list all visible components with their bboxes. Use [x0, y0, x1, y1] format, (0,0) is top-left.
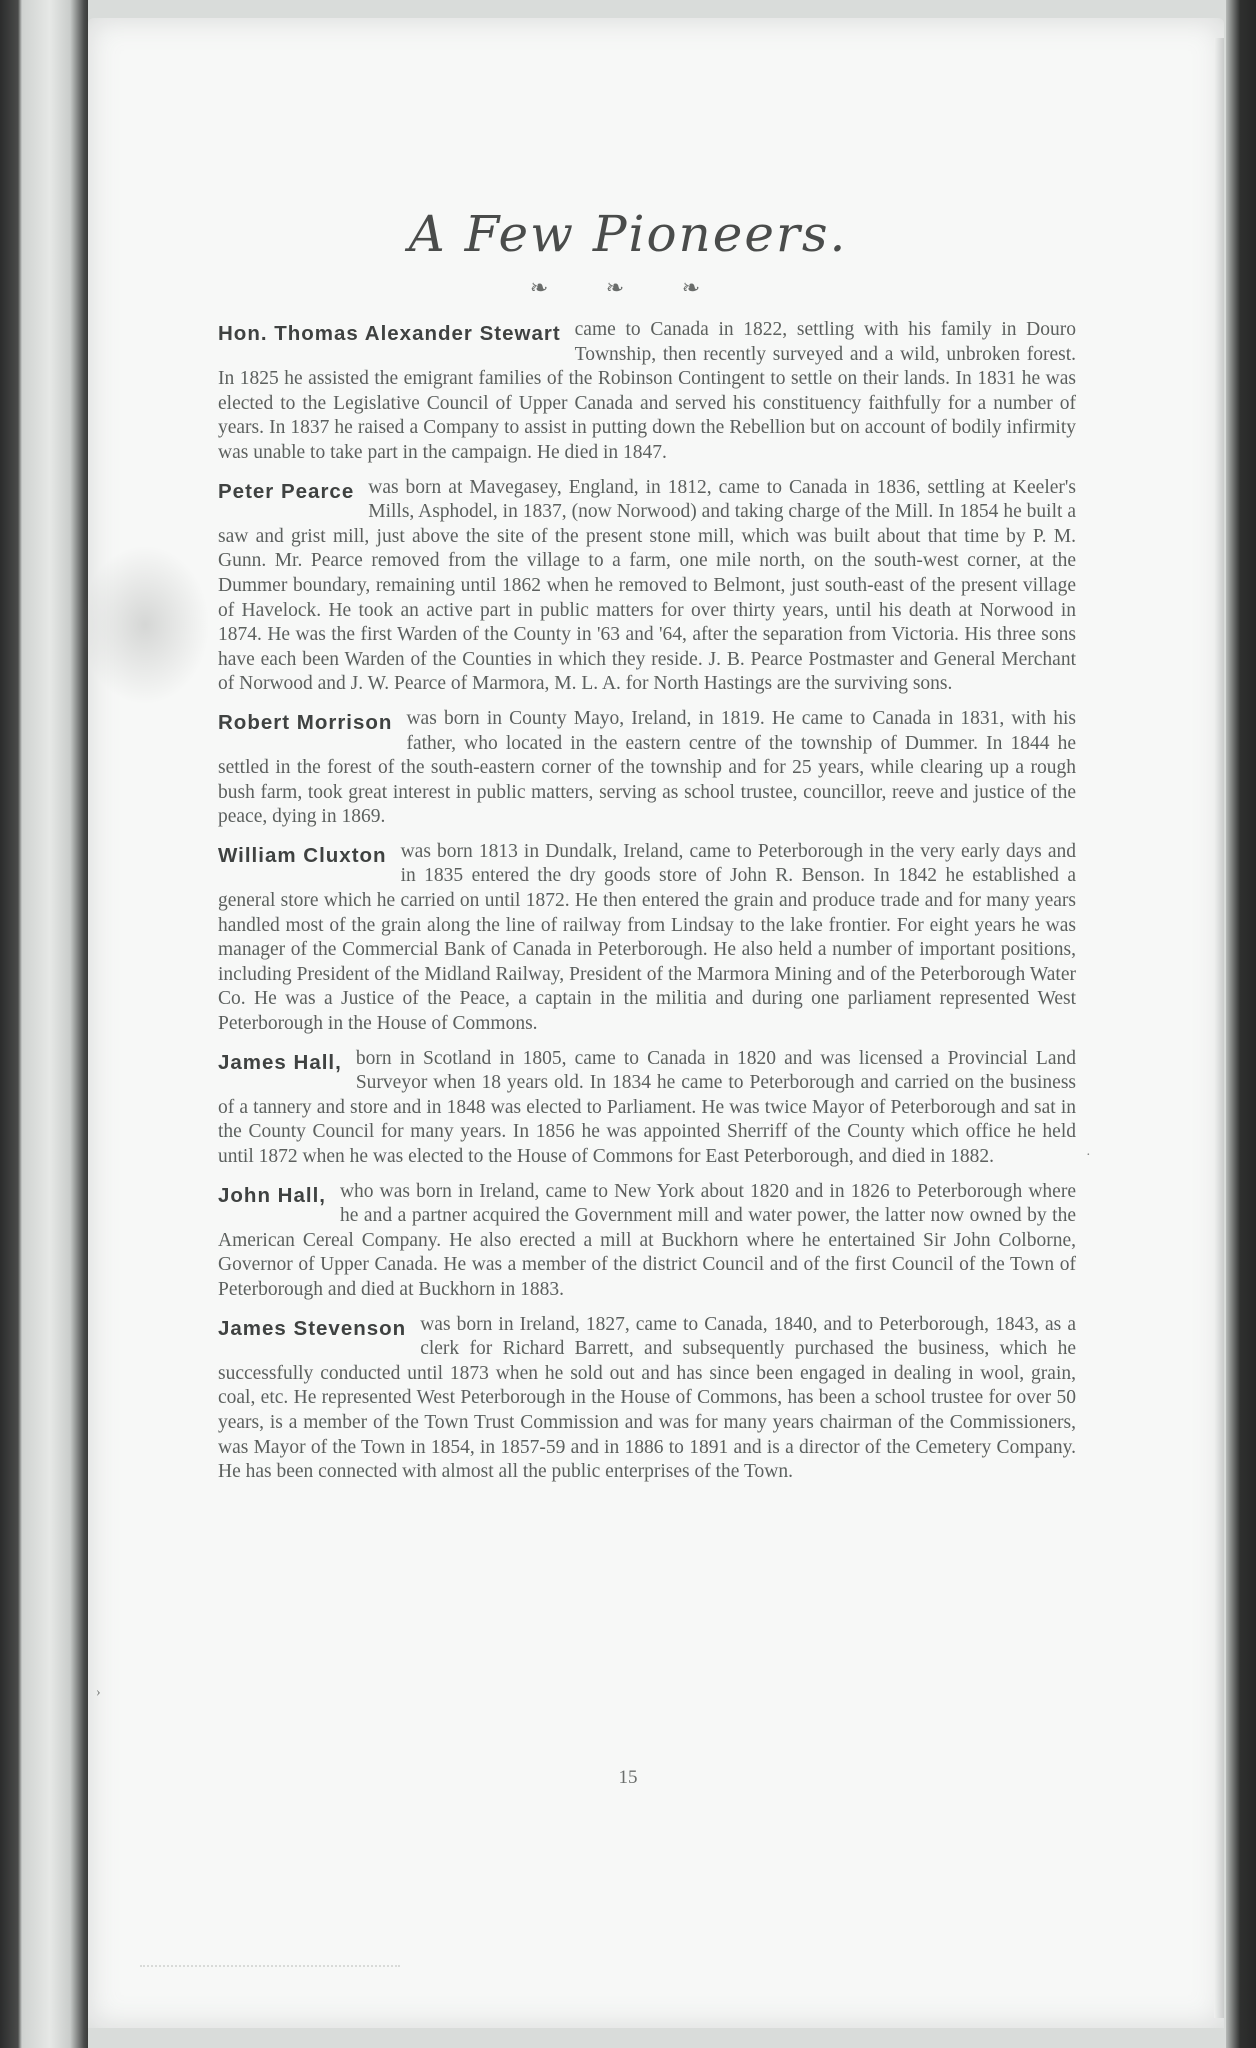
pioneer-name: Hon. Thomas Alexander Stewart	[218, 322, 561, 345]
biography-text: who was born in Ireland, came to New York about 1820 and in 1826 to Peterborough where he and a partner acquired the Government mill and water power, the latter now owned by the American Cereal Company. He also erected a mill at Buckhorn where he entertained Sir John Colborne, Governor of Upper Canada. He was a member of the district Council and of the first Council of the Town of Peterborough and died at Buckhorn in 1883.	[218, 1180, 1076, 1300]
page-edge-shadow	[1214, 38, 1224, 2018]
biography-entry-stewart	[218, 318, 1076, 466]
biography-entry-cluxton	[218, 840, 1076, 1037]
biography-text: was born in Ireland, 1827, came to Canada, 1840, and to Peterborough, 1843, as a clerk for Richard Barrett, and subsequently purchased the business, which he successfully conducted until 1873 when he sold out and has since been engaged in dealing in wool, grain, coal, etc. He represented West Peterborough in the House of Commons, has been a school trustee for over 50 years, is a member of the Town Trust Commission and was for many years chairman of the Commissioners, was Mayor of the Town in 1854, in 1857-59 and in 1886 to 1891 and is a director of the Cemetery Company. He has been connected with almost all the public enterprises of the Town.	[218, 1313, 1076, 1483]
margin-mark: ›	[96, 1685, 101, 1700]
book-binding-edge	[1226, 0, 1256, 2048]
biography-text: born in Scotland in 1805, came to Canada in 1820 and was licensed a Provincial Land Surveyor when 18 years old. In 1834 he came to Peterborough and carried on the business of a tannery and store and in 1848 was elected to Parliament. He was twice Mayor of Peterborough and sat in the County Council for many years. In 1856 he was appointed Sherriff of the County which office he held until 1872 when he was elected to the House of Commons for East Peterborough, and died in 1882.	[218, 1047, 1076, 1167]
worn-page-bottom	[140, 1965, 400, 2007]
pioneer-name: Peter Pearce	[218, 479, 355, 503]
margin-dot: ·	[1086, 1148, 1091, 1163]
pioneer-name: Robert Morrison	[218, 710, 393, 734]
biography-text: came to Canada in 1822, settling with his family in Douro Township, then recently surveyed and a wild, unbroken forest. In 1825 he assisted the emigrant families of the Robinson Contingent to settle on their lands. In 1831 he was elected to the Legislative Council of Upper Canada and served his constituency faithfully for a number of years. In 1837 he raised a Company to assist in putting down the Rebellion but on account of bodily infirmity was unable to take part in the campaign. He died in 1847.	[218, 319, 1076, 463]
biography-entry-james-hall	[218, 1047, 1076, 1170]
biography-entry-stevenson	[218, 1313, 1076, 1485]
biography-entry-pearce	[218, 476, 1076, 697]
pioneer-name: William Cluxton	[218, 843, 387, 867]
page-title: A Few Pioneers.	[408, 205, 848, 263]
biography-entry-morrison	[218, 707, 1076, 830]
biography-list	[218, 318, 1076, 1495]
biography-text: was born at Mavegasey, England, in 1812, came to Canada in 1836, settling at Keeler's Mills, Asphodel, in 1837, (now Norwood) and taking charge of the Mill. In 1854 he built a saw and grist mill, just above the site of the present stone mill, which was built about that time by P. M. Gunn. Mr. Pearce removed from the village to a farm, one mile north, on the south-west corner, at the Dummer boundary, remaining until 1862 when he removed to Belmont, just south-east of the present village of Havelock. He took an active part in public matters for over thirty years, until his death at Norwood in 1874. He was the first Warden of the County in '63 and '64, after the separation from Victoria. His three sons have each been Warden of the Counties in which they reside. J. B. Pearce Postmaster and General Merchant of Norwood and J. W. Pearce of Marmora, M. L. A. for North Hastings are the surviving sons.	[218, 476, 1076, 695]
adjacent-page-edge	[0, 0, 88, 2048]
title-ornament: ❧ ❧ ❧	[529, 275, 727, 300]
pioneer-name: James Stevenson	[218, 1316, 407, 1340]
page-stain	[80, 545, 210, 705]
biography-text: was born in County Mayo, Ireland, in 1819. He came to Canada in 1831, with his father, who located in the eastern centre of the township of Dummer. In 1844 he settled in the forest of the south-eastern corner of the township and for 25 years, while clearing up a rough bush farm, took great interest in public matters, serving as school trustee, councillor, reeve and justice of the peace, dying in 1869.	[218, 707, 1076, 828]
biography-text: was born 1813 in Dundalk, Ireland, came to Peterborough in the very early days and in 1835 entered the dry goods store of John R. Benson. In 1842 he established a general store which he carried on until 1872. He then entered the grain and produce trade and for many years handled most of the grain along the line of railway from Lindsay to the lake frontier. For eight years he was manager of the Commercial Bank of Canada in Peterborough. He also held a number of important positions, including President of the Midland Railway, President of the Marmora Mining and of the Peterborough Water Co. He was a Justice of the Peace, a captain in the militia and during one parliament represented West Peterborough in the House of Commons.	[218, 840, 1076, 1035]
biography-entry-john-hall	[218, 1180, 1076, 1303]
page-number: 15	[618, 1767, 638, 1788]
pioneer-name: John Hall,	[218, 1183, 326, 1207]
pioneer-name: James Hall,	[218, 1050, 342, 1074]
